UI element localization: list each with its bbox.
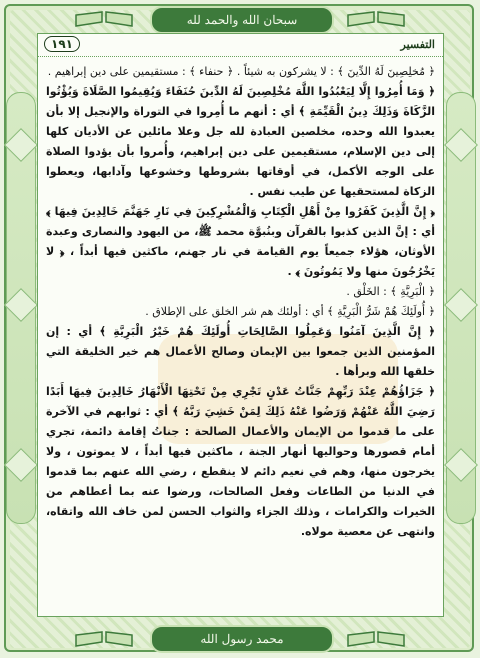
ornament-diamond (444, 288, 478, 322)
tafsir-paragraph: ﴿ إِنَّ الَّذِينَ آمَنُوا وَعَمِلُوا الصَّالِحَاتِ أُولَئِكَ هُمْ خَيْرُ الْبَرِيَّةِ ﴾ أي : إن المؤمنين الذين جمعوا بين الإيمان وصالح الأعمال هم خير الخليقة التي خلقها الله وبرأها . (46, 325, 435, 378)
page-number: ١٩١ (44, 36, 80, 52)
ornament-diamond (4, 288, 38, 322)
tafsir-paragraph: ﴿ أُولَئِكَ هُمْ شَرُّ الْبَرِيَّةِ ﴾ أي : أولئك هم شر الخلق على الإطلاق . (145, 305, 435, 318)
tafsir-paragraph: ﴿ وَمَا أُمِرُوا إِلَّا لِيَعْبُدُوا اللَّهَ مُخْلِصِينَ لَهُ الدِّينَ حُنَفَاءَ وَيُقِيمُوا الصَّلَاةَ وَيُؤْتُوا الزَّكَاةَ وَذَلِكَ دِينُ الْقَيِّمَةِ ﴾ أي : أنهم ما أُمِروا في التوراة والإنجيل إلا بأن يعبدوا الله وحده، مخلصين العبادة لله جل وعلا مائلين عن الأديان كلها إلى دين الإسلام، مستقيمين على دين إبراهيم، وأُمروا بأن يؤدوا الصلاة على الوجه الأكمل، في أوقاتها بشروطها وخشوعها وآدابها، ويعطوا الزكاة لمستحقيها عن طيب نفس . (46, 85, 435, 198)
tafsir-paragraph: ﴿ مُخلِصِينَ لَهُ الدِّينَ ﴾ : لا يشركون به شيئاً . ﴿ حنفاء ﴾ : مستقيمين على دين إبراهيم . (47, 65, 435, 78)
open-book-icon (72, 8, 136, 30)
tafsir-paragraph: ﴿ جَزَاؤُهُمْ عِنْدَ رَبِّهِمْ جَنَّاتُ عَدْنٍ تَجْرِي مِنْ تَحْتِهَا الْأَنْهَارُ خَالِدِينَ فِيهَا أَبَدًا رَضِيَ اللَّهُ عَنْهُمْ وَرَضُوا عَنْهُ ذَلِكَ لِمَنْ خَشِيَ رَبَّهُ ﴾ أي : ثوابهم في الآخرة على ما قدموا من الإيمان والأعمال الصالحة : جناتُ إقامة دائمة، تجري أمام قصورها وحواليها أنهار الجنة ، ماكثين فيها أبداً ، لا يموتون ، ولا يخرجون منها، وهم في نعيم دائم لا ينقطع ، رضي الله عنهم بما قدموا في الدنيا من الطاعات وفعل الصالحات، ورضوا عنه بما أعطاهم من الخيرات والكرامات ، وذلك الجزاء والثواب الحسن لمن خاف الله واتقاه، وانتهى عن معصية مولاه. (46, 385, 435, 538)
right-ornament-panel (446, 92, 476, 524)
section-title: التفسير (400, 38, 435, 51)
left-ornament-panel (6, 92, 36, 524)
bottom-banner: محمد رسول الله (150, 625, 334, 653)
open-book-icon (344, 8, 408, 30)
ornament-diamond (444, 448, 478, 482)
tafsir-paragraph: ﴿ إِنَّ الَّذِينَ كَفَرُوا مِنْ أَهْلِ الْكِتَابِ وَالْمُشْرِكِينَ فِي نَارِ جَهَنَّمَ خَالِدِينَ فِيهَا ﴾ أي : إنَّ الذين كذبوا بالقرآن وبنُبوَّة محمد ﷺ، من اليهود والنصارى وعبدة الأوثان، هؤلاء جميعاً يوم القيامة في نار جهنم، ماكثين فيها أبداً ، ﴿ لا يَخْرُجُونَ منها ولا يَمُوتُونَ ﴾ . (46, 205, 435, 278)
open-book-icon (72, 628, 136, 650)
ornament-diamond (4, 448, 38, 482)
body-text (46, 62, 435, 608)
text-panel (37, 33, 444, 617)
ornament-diamond (444, 128, 478, 162)
page-header (38, 34, 443, 57)
open-book-icon (344, 628, 408, 650)
top-banner: سبحان الله والحمد لله (150, 6, 334, 34)
tafsir-paragraph: ﴿ الْبَرِيَّةِ ﴾ : الخَلْق . (346, 285, 435, 298)
ornament-diamond (4, 128, 38, 162)
